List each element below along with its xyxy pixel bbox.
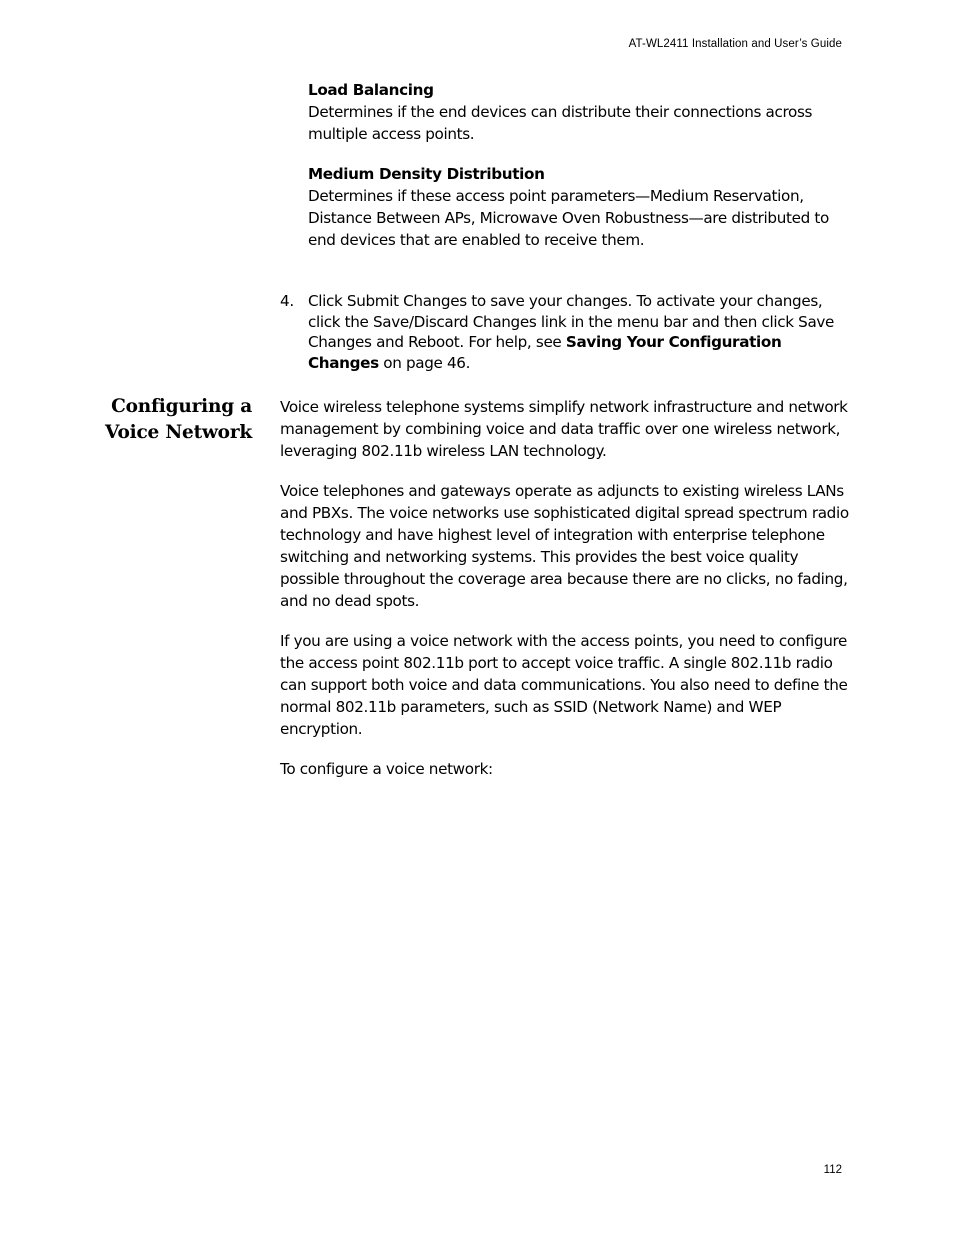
term-load-balancing (308, 79, 848, 145)
step-number: 4. (280, 292, 294, 310)
page-number: 112 (823, 1164, 842, 1176)
step-text-end: on page 46. (378, 354, 471, 373)
term-description: Determines if the end devices can distribute their connections across multiple access points. (308, 103, 813, 143)
paragraph: Voice wireless telephone systems simplify network infrastructure and network management by combining voice and data traffic over one wireless network, leveraging 802.11b wireless LAN technology. (280, 398, 848, 460)
step-text: Click Submit Changes to save your changes. To activate your changes, click the Save/Discard Changes link in the menu bar and then click Save Changes and Reboot. For help, see (308, 292, 835, 352)
paragraph: If you are using a voice network with the access points, you need to configure the access point 802.11b port to accept voice traffic. A single 802.11b radio can support both voice and data communications. You also need to define the normal 802.11b parameters, such as SSID (Network Name) and WEP encryption. (280, 632, 848, 738)
cross-reference-link[interactable]: Saving Your Configuration Changes (308, 333, 782, 373)
term-description: Determines if these access point parameters—Medium Reservation, Distance Between APs, Microwave Oven Robustness—are distributed to end devices that are enabled to receive them. (308, 187, 829, 249)
term-medium-density-distribution (308, 163, 848, 251)
step-content (308, 291, 850, 374)
section-heading-line: Voice Network (105, 422, 252, 443)
paragraph: To configure a voice network: (280, 760, 493, 778)
step-4 (280, 291, 850, 374)
running-header: AT-WL2411 Installation and User’s Guide (628, 38, 842, 50)
term-title: Load Balancing (308, 81, 434, 99)
paragraph: Voice telephones and gateways operate as adjuncts to existing wireless LANs and PBXs. The voice networks use sophisticated digital spread spectrum radio technology and have highest level of integration with enterprise telephone switching and networking systems. This provides the best voice quality possible throughout the coverage area because there are no clicks, no fading, and no dead spots. (280, 482, 849, 610)
section-heading (52, 394, 252, 446)
term-title: Medium Density Distribution (308, 165, 545, 183)
section-heading-line: Configuring a (111, 396, 252, 417)
